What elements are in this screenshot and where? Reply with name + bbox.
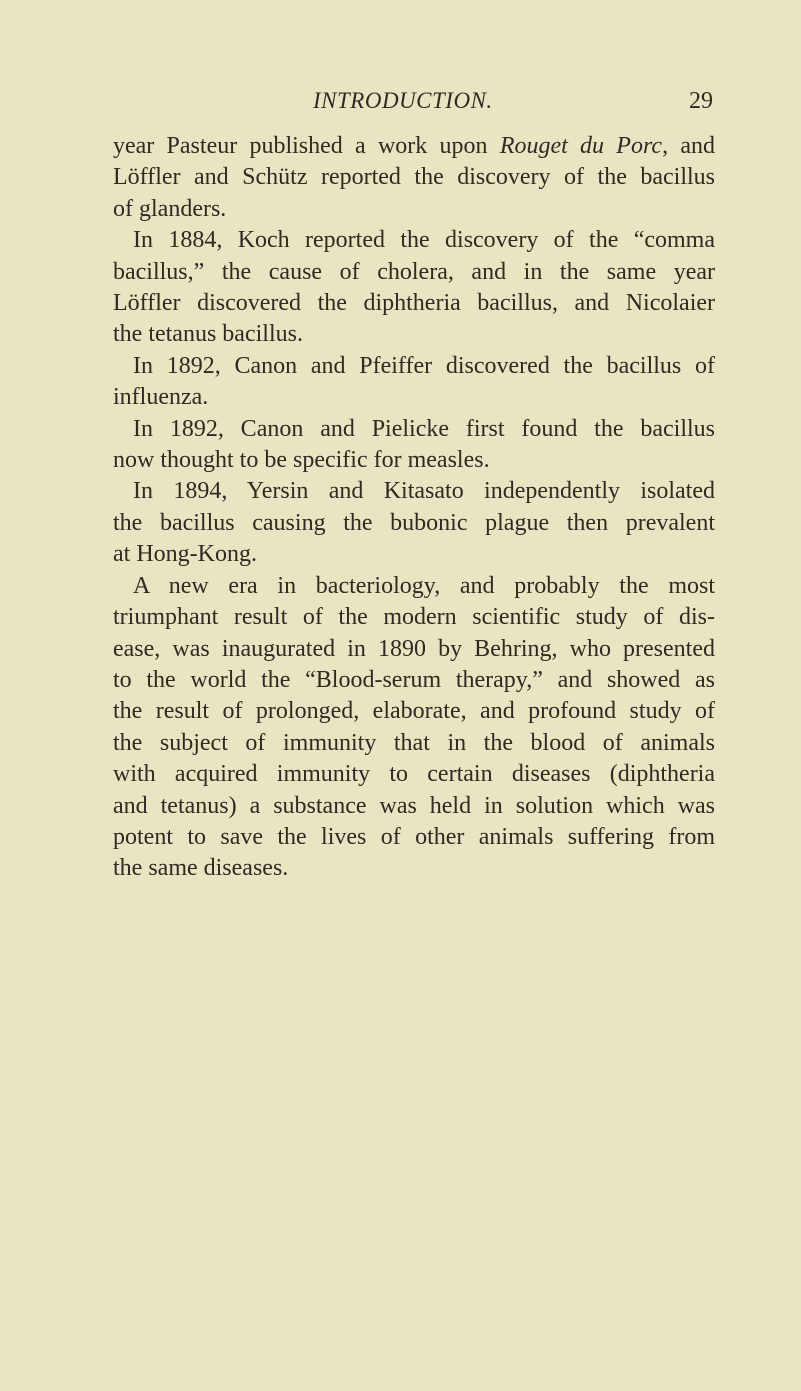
text-line: the tetanus bacillus. bbox=[113, 321, 303, 348]
text-line: of glanders. bbox=[113, 195, 227, 222]
text-line bbox=[113, 131, 715, 162]
text-line: with acquired immunity to certain diseases (diphtheria bbox=[113, 761, 715, 788]
text-line: and tetanus) a substance was held in solution which was bbox=[113, 792, 715, 819]
text-line: bacillus,” the cause of cholera, and in the same year bbox=[113, 258, 715, 285]
page-number: 29 bbox=[689, 88, 713, 114]
text-line: the same diseases. bbox=[113, 855, 289, 882]
paragraph-first-line: In 1894, Yersin and Kitasato independently isolated bbox=[133, 478, 715, 505]
text-line: now thought to be specific for measles. bbox=[113, 447, 490, 474]
running-head bbox=[113, 88, 713, 128]
paragraph-first-line: In 1892, Canon and Pielicke first found the bacillus bbox=[133, 415, 715, 442]
text-line: triumphant result of the modern scientific study of dis- bbox=[113, 604, 715, 631]
text-line: to the world the “Blood-serum therapy,” and showed as bbox=[113, 666, 715, 693]
text-line: at Hong-Kong. bbox=[113, 541, 257, 568]
text-segment: , and bbox=[662, 133, 715, 159]
paragraph-first-line: In 1884, Koch reported the discovery of the “comma bbox=[133, 227, 715, 254]
text-line: Löffler discovered the diphtheria bacillus, and Nicolaier bbox=[113, 290, 715, 317]
italic-title: Rouget du Porc bbox=[499, 133, 663, 159]
text-line: influenza. bbox=[113, 384, 209, 411]
text-segment: year Pasteur published a work upon bbox=[113, 133, 500, 159]
text-line: potent to save the lives of other animals suffering from bbox=[113, 823, 715, 850]
running-title: INTRODUCTION. bbox=[313, 88, 493, 113]
paragraph-first-line: In 1892, Canon and Pfeiffer discovered the bacillus of bbox=[133, 352, 715, 379]
body-text bbox=[113, 131, 715, 885]
text-line: the result of prolonged, elaborate, and profound study of bbox=[113, 698, 715, 725]
text-line: the bacillus causing the bubonic plague then prevalent bbox=[113, 509, 715, 536]
text-line: the subject of immunity that in the blood of animals bbox=[113, 729, 715, 756]
paragraph-first-line: A new era in bacteriology, and probably the most bbox=[133, 572, 715, 599]
text-line: Löffler and Schütz reported the discovery of the bacillus bbox=[113, 164, 715, 191]
text-line: ease, was inaugurated in 1890 by Behring, who presented bbox=[113, 635, 715, 662]
